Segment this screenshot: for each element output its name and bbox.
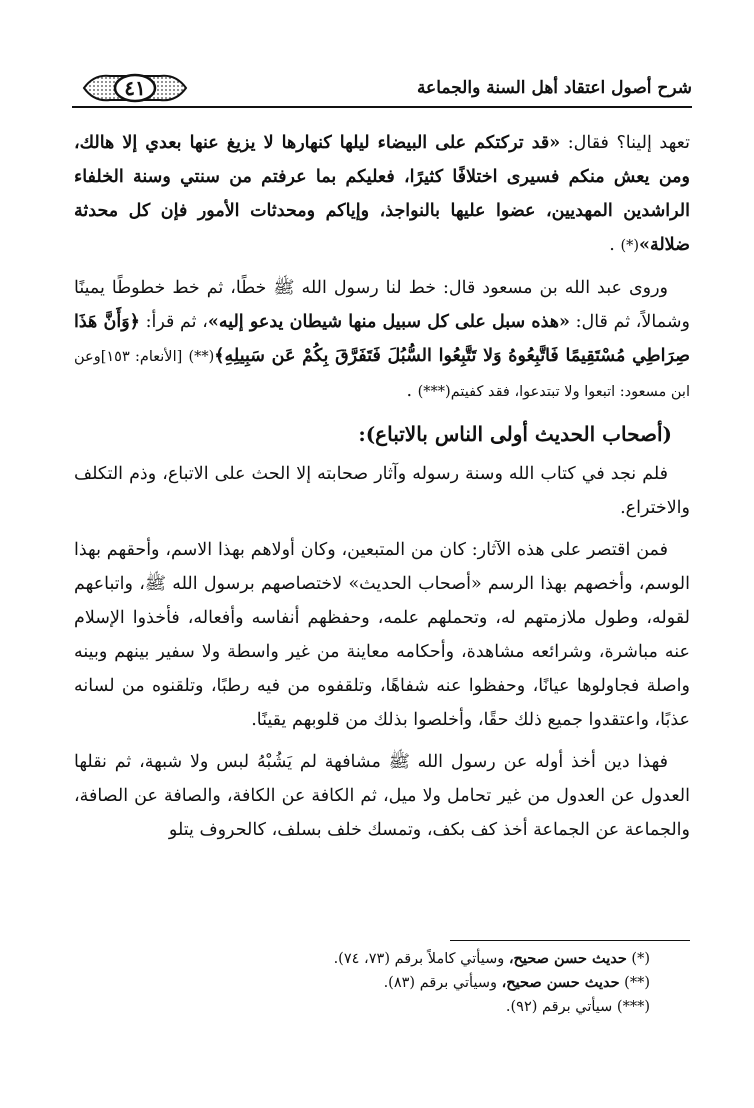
paragraph-3: فلم نجد في كتاب الله وسنة رسوله وآثار صحابته إلا الحث على الاتباع، وذم التكلف والاختراع. xyxy=(74,464,690,518)
footnote-rule xyxy=(450,940,690,941)
paragraph-5: فهذا دين أخذ أوله عن رسول الله ﷺ مشافهة لم يَشُبْهُ لبس ولا شبهة، ثم نقلها العدول عن العدول من غير تحامل ولا ميل، ثم الكافة عن الكافة، والصافة عن الصافة، والجماعة عن الجماعة أخذ كف بكف، وتمسك خلف بسلف، كالحروف يتلو xyxy=(74,752,690,840)
p2-ref2: (***) xyxy=(417,384,451,400)
p2-mid: ، ثم قرأ: xyxy=(145,312,208,332)
footnote-2 xyxy=(74,971,690,995)
surah-ref: [الأنعام: ١٥٣] xyxy=(100,349,183,365)
p2-hadith: «هذه سبل على كل سبيل منها شيطان يدعو إليه» xyxy=(207,312,570,332)
running-title: شرح أصول اعتقاد أهل السنة والجماعة xyxy=(416,78,692,98)
page-header xyxy=(72,68,692,108)
footnote-text: وسيأتي كاملاً برقم (٧٣، ٧٤). xyxy=(333,951,505,967)
footnote-1 xyxy=(74,947,690,971)
quran-verse: ﴿وَأَنَّ هَذَا صِرَاطِي مُسْتَقِيمًا فَاتَّبِعُوهُ وَلا تَتَّبِعُوا السُّبُلَ فَتَفَرَّقَ بِكُمْ عَن سَبِيلِهِ﴾ xyxy=(74,312,690,366)
footnote-3 xyxy=(74,995,690,1019)
p2-ref1: (**) xyxy=(188,349,215,365)
footnote-mark: (**) xyxy=(624,975,650,991)
page-number-ornament xyxy=(80,72,190,104)
footnote-mark: (*) xyxy=(631,951,650,967)
main-text xyxy=(74,126,690,855)
p2-end: . xyxy=(406,381,413,401)
p1-lead: تعهد إلينا؟ فقال: xyxy=(567,133,690,153)
p1-end: . xyxy=(609,235,615,255)
section-heading: (أصحاب الحديث أولى الناس بالاتباع): xyxy=(358,422,672,446)
footnote-grade: حديث حسن صحيح، xyxy=(508,950,627,967)
paragraph-2 xyxy=(74,271,690,409)
p2-intro: وروى عبد الله بن مسعود قال: خط لنا رسول الله ﷺ خطًا، ثم خط خطوطًا يمينًا وشمالاً، ثم قال: xyxy=(74,278,690,332)
footnote-text: سيأتي برقم (٩٢). xyxy=(505,999,613,1015)
page-number: ٤١ xyxy=(124,76,146,100)
paragraph-1 xyxy=(74,126,690,263)
footnotes xyxy=(74,940,690,1019)
footnote-mark: (***) xyxy=(616,999,650,1015)
paragraph-4: فمن اقتصر على هذه الآثار: كان من المتبعين، وكان أولاهم بهذا الاسم، وأحقهم بهذا الوسم، وأخصهم بهذا الرسم «أصحاب الحديث» لاختصاصهم برسول الله ﷺ، واتباعهم لقوله، وطول ملازمتهم له، وتحملهم علمه، وحفظهم أنفاسه وأفعاله، فأخذوا الإسلام عنه مباشرة، وشرائعه مشاهدة، وأحكامه معاينة من غير واسطة ولا سفير بينهم وبينه واصلة فجاولوها عيانًا، وحفظوا عنه شفاهًا، وتلقفوه من فيه رطبًا، وتلقنوه من لسانه عذبًا، واعتقدوا جميع ذلك حقًا، وأخلصوا بذلك من قلوبهم يقينًا. xyxy=(74,540,690,730)
p2-tail: وعن ابن مسعود: اتبعوا ولا تبتدعوا، فقد كفيتم xyxy=(74,349,690,400)
footnote-grade: حديث حسن صحيح، xyxy=(501,974,620,991)
footnote-text: وسيأتي برقم (٨٣). xyxy=(383,975,497,991)
header-rule xyxy=(72,106,692,108)
p1-hadith: «قد تركتكم على البيضاء ليلها كنهارها لا يزيغ عنها بعدي إلا هالك، ومن يعش منكم فسيرى اختلافًا كثيرًا، فعليكم بما عرفتم من سنتي وسنة الخلفاء الراشدين المهديين، عضوا عليها بالنواجذ، وإياكم ومحدثات الأمور فإن كل محدثة ضلالة» xyxy=(74,133,690,255)
p1-ref: (*) xyxy=(620,238,640,254)
